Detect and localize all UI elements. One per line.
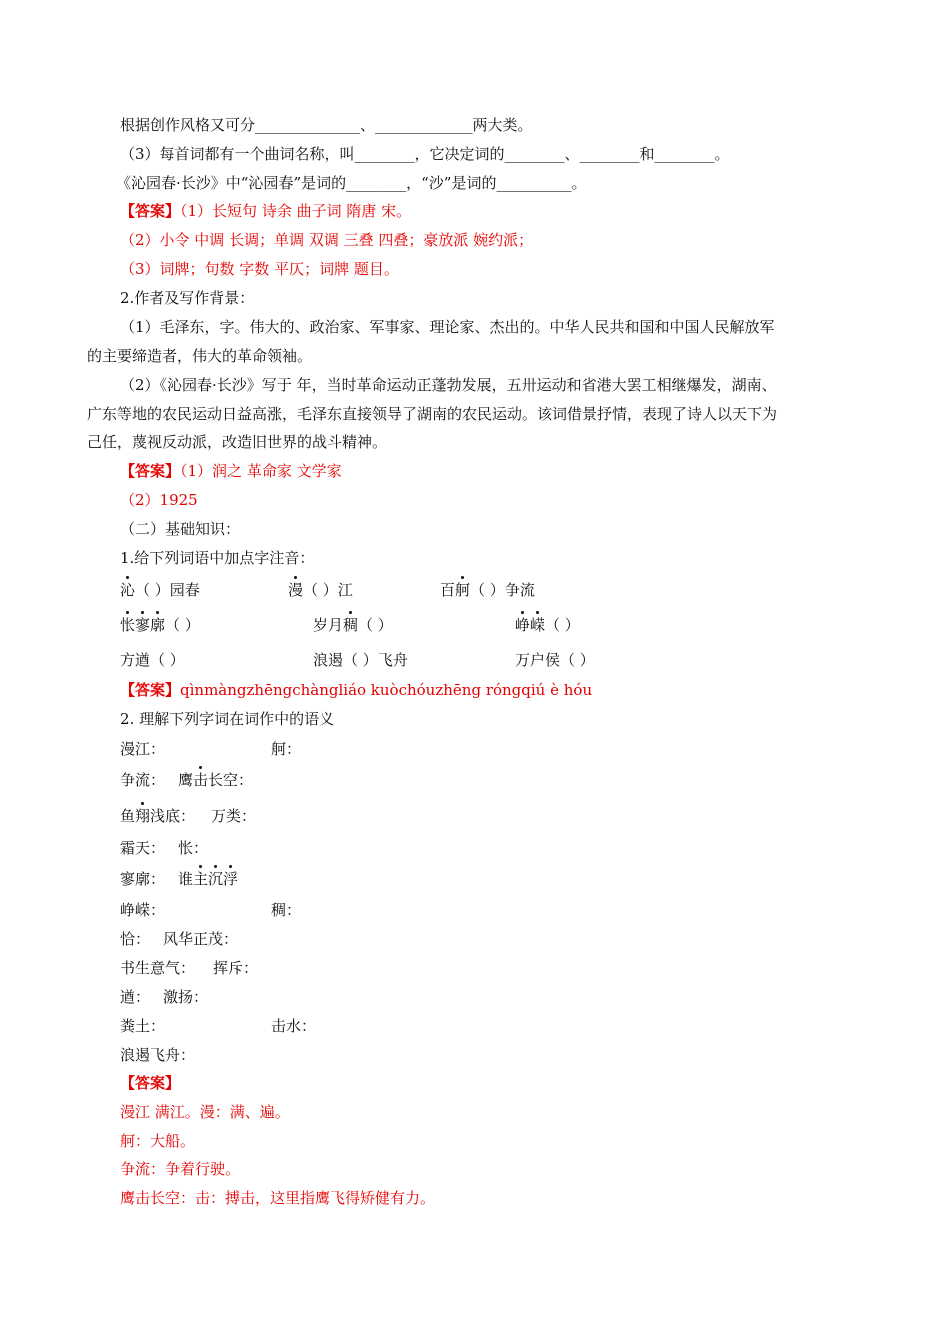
dotted-char: 沉 [208, 870, 224, 888]
vocab-term: 寥廓： [120, 870, 166, 888]
text-line: 己任，蔑视反动派，改造旧世界的战斗精神。 [87, 433, 388, 451]
word-text: 浪 [313, 651, 329, 669]
pinyin-item [120, 580, 200, 600]
answer-text: 争流：争着行驶。 [120, 1160, 241, 1178]
vocab-term: 激扬： [163, 988, 209, 1006]
answer-tag: 【答案】 [120, 202, 181, 220]
plain-char: 遏 [328, 651, 344, 669]
answer-block-2 [120, 461, 342, 481]
dotted-char: 峥 [515, 616, 531, 634]
text-line: 广东等地的农民运动日益高涨，毛泽东直接领导了湖南的农民运动。该词借景抒情，表现了诗人以天下为 [87, 405, 778, 423]
vocab-term: 风华正茂： [163, 930, 239, 948]
pinyin-item [120, 615, 200, 635]
answer-text: （1）润之 革命家 文学家 [180, 462, 342, 480]
word-text: 争流 [504, 581, 535, 599]
answer-blank: （ ） [470, 581, 505, 599]
answer-text: 漫江 满江。漫：满、遍。 [120, 1103, 290, 1121]
answer-tag: 【答案】 [120, 1074, 181, 1092]
vocab-term: 遒： [120, 988, 151, 1006]
plain-char: 遒 [135, 651, 151, 669]
vocab-term: 击水： [271, 1017, 317, 1035]
answer-text: （2）小令 中调 长调；单调 双调 三叠 四叠；豪放派 婉约派； [120, 231, 534, 249]
dotted-char: 翔 [135, 807, 151, 825]
answer-text: （3）词牌；句数 字数 平仄；词牌 题目。 [120, 260, 399, 278]
word-text: 浅底： [150, 807, 196, 825]
pinyin-item [288, 580, 353, 600]
dotted-char: 沁 [120, 581, 136, 599]
word-text: 园春 [169, 581, 200, 599]
word-text: 万户 [515, 651, 546, 669]
answer-blank: （ ） [545, 616, 580, 634]
answer-tag: 【答案】 [120, 681, 181, 699]
word-text: 鹰 [178, 771, 194, 789]
text-line: （1）毛泽东，字。伟大的、政治家、军事家、理论家、杰出的。中华人民共和国和中国人民解放军 [120, 318, 775, 336]
dotted-char: 寥 [135, 616, 151, 634]
plain-char: 侯 [545, 651, 561, 669]
section-heading: （二）基础知识： [120, 520, 241, 538]
vocab-term: 万类： [211, 807, 257, 825]
question-heading: 1.给下列词语中加点字注音： [120, 549, 315, 567]
dotted-char: 舸 [455, 581, 471, 599]
text-line: 《沁园春·长沙》中“沁园春”是词的________，“沙”是词的__________。 [116, 174, 587, 192]
text-line: 根据创作风格又可分______________、_____________两大类。 [120, 116, 533, 134]
dotted-char: 嵘 [530, 616, 546, 634]
vocab-term: 舸： [271, 740, 302, 758]
dotted-char: 主 [193, 870, 209, 888]
vocab-term [178, 770, 253, 790]
question-heading: 2. 理解下列字词在词作中的语义 [120, 710, 335, 728]
answer-text: 舸：大船。 [120, 1132, 196, 1150]
answer-blank: （ ） [343, 651, 378, 669]
pinyin-item [313, 650, 408, 670]
answer-tag: 【答案】 [120, 462, 181, 480]
vocab-term: 稠： [271, 901, 302, 919]
dotted-char: 击 [193, 771, 209, 789]
section-heading: 2.作者及写作背景： [120, 289, 255, 307]
vocab-term: 争流： [120, 771, 166, 789]
word-text: 长空： [208, 771, 254, 789]
dotted-char: 稠 [343, 616, 359, 634]
answer-block-1 [120, 201, 411, 221]
answer-blank: （ ） [358, 616, 393, 634]
vocab-term: 漫江： [120, 740, 166, 758]
pinyin-item [313, 615, 393, 635]
dotted-char: 怅 [120, 616, 136, 634]
answer-text: （1）长短句 诗余 曲子词 隋唐 宋。 [180, 202, 412, 220]
word-text: 百 [440, 581, 456, 599]
answer-blank: （ ） [150, 651, 185, 669]
vocab-term: 挥斥： [213, 959, 259, 977]
word-text: 岁月 [313, 616, 344, 634]
pinyin-item [515, 615, 580, 635]
word-text: 谁 [178, 870, 194, 888]
text-line: 的主要缔造者，伟大的革命领袖。 [87, 347, 313, 365]
dotted-char: 漫 [288, 581, 304, 599]
vocab-term [120, 806, 195, 826]
answer-text: 鹰击长空：击：搏击，这里指鹰飞得矫健有力。 [120, 1189, 436, 1207]
text-line: （2）《沁园春·长沙》写于 年，当时革命运动正蓬勃发展，五卅运动和省港大罢工相继爆发，湖南、 [120, 376, 777, 394]
answer-blank: （ ） [135, 581, 170, 599]
dotted-char: 浮 [223, 870, 239, 888]
answer-text: qìnmàngzhēngchàngliáo kuòchóuzhēng róngqiú è hóu [180, 681, 593, 699]
vocab-term: 粪土： [120, 1017, 166, 1035]
vocab-term: 峥嵘： [120, 901, 166, 919]
text-line: （3）每首词都有一个曲词名称，叫________，它决定词的________、________和________。 [120, 145, 730, 163]
answer-blank: （ ） [303, 581, 338, 599]
vocab-term: 霜天： [120, 839, 166, 857]
dotted-char: 廓 [150, 616, 166, 634]
answer-blank: （ ） [165, 616, 200, 634]
answer-blank: （ ） [560, 651, 595, 669]
answer-block-3 [120, 680, 592, 700]
answer-text: （2）1925 [120, 491, 198, 509]
vocab-term: 书生意气： [120, 959, 196, 977]
pinyin-item [515, 650, 595, 670]
vocab-term: 恰： [120, 930, 151, 948]
word-text: 飞舟 [377, 651, 408, 669]
vocab-term: 浪遏飞舟： [120, 1046, 196, 1064]
pinyin-item [440, 580, 535, 600]
word-text: 鱼 [120, 807, 136, 825]
word-text: 方 [120, 651, 136, 669]
pinyin-item [120, 650, 185, 670]
word-text: 江 [337, 581, 353, 599]
vocab-term: 怅： [178, 839, 209, 857]
vocab-term [178, 869, 238, 889]
